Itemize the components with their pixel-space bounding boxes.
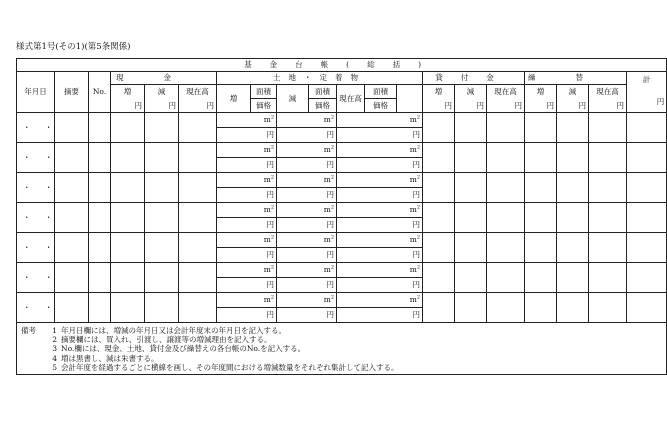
row-land-bal-price[interactable]: 円 (337, 248, 423, 263)
row-land-inc-area[interactable]: $m^2$ (217, 173, 277, 188)
row-cash-dec[interactable] (145, 263, 179, 293)
row-cash-inc[interactable] (111, 143, 145, 173)
row-number[interactable] (89, 233, 111, 263)
row-loan-dec[interactable] (455, 113, 487, 143)
row-loan-balance[interactable] (487, 143, 525, 173)
land-balance: 現在高 (337, 85, 365, 113)
table-row (17, 113, 667, 128)
row-cash-balance[interactable] (179, 203, 217, 233)
table-row (17, 293, 667, 308)
row-land-inc-price[interactable]: 円 (217, 128, 277, 143)
note-number: 4 (52, 353, 57, 363)
row-land-inc-price[interactable]: 円 (217, 308, 277, 323)
row-total[interactable] (627, 143, 667, 173)
row-total[interactable] (627, 173, 667, 203)
loan-bal-unit: 円 (487, 99, 525, 113)
row-land-inc-area[interactable]: $m^2$ (217, 113, 277, 128)
row-cash-dec[interactable] (145, 143, 179, 173)
header-land: 土地・定着物 (217, 72, 423, 85)
note-line (21, 326, 662, 335)
table-row (17, 173, 667, 188)
row-transfer-dec[interactable] (557, 263, 589, 293)
row-transfer-inc[interactable] (525, 173, 557, 203)
row-loan-dec[interactable] (455, 143, 487, 173)
row-land-inc-price[interactable]: 円 (217, 158, 277, 173)
row-loan-inc[interactable] (423, 173, 455, 203)
row-cash-dec[interactable] (145, 113, 179, 143)
transfer-inc: 増 (525, 85, 557, 99)
note-line (21, 363, 662, 372)
row-loan-inc[interactable] (423, 293, 455, 323)
row-transfer-balance[interactable] (589, 233, 627, 263)
row-loan-inc[interactable] (423, 233, 455, 263)
row-transfer-balance[interactable] (589, 113, 627, 143)
row-transfer-dec[interactable] (557, 113, 589, 143)
row-cash-inc[interactable] (111, 113, 145, 143)
row-land-dec-price[interactable]: 円 (277, 308, 337, 323)
row-land-bal-price[interactable]: 円 (337, 188, 423, 203)
row-transfer-balance[interactable] (589, 203, 627, 233)
row-loan-dec[interactable] (455, 173, 487, 203)
row-total[interactable] (627, 293, 667, 323)
cash-dec: 減 (145, 85, 179, 99)
row-land-inc-price[interactable]: 円 (217, 278, 277, 293)
transfer-inc-unit: 円 (525, 99, 557, 113)
loan-balance: 現在高 (487, 85, 525, 99)
row-land-inc-area[interactable]: $m^2$ (217, 233, 277, 248)
land-dec-area: 面積 (309, 85, 337, 99)
row-land-inc-price[interactable]: 円 (217, 218, 277, 233)
note-number: 2 (52, 335, 57, 345)
row-land-dec-area[interactable]: $m^2$ (277, 293, 337, 308)
loan-dec: 減 (455, 85, 487, 99)
row-land-inc-area[interactable]: $m^2$ (217, 203, 277, 218)
row-summary[interactable] (55, 293, 89, 323)
row-loan-inc[interactable] (423, 143, 455, 173)
header-transfer: 繰替 (525, 72, 627, 85)
row-cash-balance[interactable] (179, 143, 217, 173)
land-dec-price: 価格 (309, 99, 337, 113)
land-inc-price: 価格 (251, 99, 277, 113)
row-summary[interactable] (55, 173, 89, 203)
row-date[interactable]: ・ ・ (17, 173, 55, 203)
table-row (17, 263, 667, 278)
form-label: 様式第1号(その1)(第5条関係) (16, 42, 131, 52)
note-text: No.欄には、現金、土地、貸付金及び繰替えの各台帳のNo.を記入する。 (61, 344, 306, 354)
table-row (17, 203, 667, 218)
row-loan-balance[interactable] (487, 203, 525, 233)
row-cash-balance[interactable] (179, 263, 217, 293)
notes-box (17, 323, 667, 375)
fund-ledger-table (16, 58, 665, 392)
row-land-dec-price[interactable]: 円 (277, 158, 337, 173)
note-number: 3 (52, 344, 57, 354)
land-bal-area: 面積 (365, 85, 397, 99)
cash-balance: 現在高 (179, 85, 217, 99)
row-loan-dec[interactable] (455, 263, 487, 293)
table-row (17, 143, 667, 158)
note-line (21, 354, 662, 363)
row-total[interactable] (627, 113, 667, 143)
row-land-inc-price[interactable]: 円 (217, 188, 277, 203)
row-loan-balance[interactable] (487, 263, 525, 293)
row-land-bal-price[interactable]: 円 (337, 308, 423, 323)
row-loan-balance[interactable] (487, 293, 525, 323)
row-cash-dec[interactable] (145, 233, 179, 263)
row-date[interactable]: ・ ・ (17, 143, 55, 173)
note-number: 1 (52, 326, 57, 335)
row-cash-dec[interactable] (145, 173, 179, 203)
row-transfer-dec[interactable] (557, 143, 589, 173)
row-loan-inc[interactable] (423, 113, 455, 143)
transfer-balance: 現在高 (589, 85, 627, 99)
ledger-title: 基金台帳(総括) (17, 59, 667, 72)
row-transfer-inc[interactable] (525, 233, 557, 263)
row-loan-balance[interactable] (487, 233, 525, 263)
row-loan-inc[interactable] (423, 263, 455, 293)
row-transfer-balance[interactable] (589, 173, 627, 203)
row-cash-inc[interactable] (111, 173, 145, 203)
row-transfer-balance[interactable] (589, 263, 627, 293)
row-transfer-dec[interactable] (557, 233, 589, 263)
row-date[interactable]: ・ ・ (17, 233, 55, 263)
land-dec: 減 (277, 85, 309, 113)
row-land-dec-price[interactable]: 円 (277, 188, 337, 203)
row-land-bal-price[interactable]: 円 (337, 158, 423, 173)
row-transfer-dec[interactable] (557, 293, 589, 323)
row-transfer-inc[interactable] (525, 113, 557, 143)
header-date: 年月日 (17, 72, 55, 113)
row-number[interactable] (89, 263, 111, 293)
row-land-dec-price[interactable]: 円 (277, 218, 337, 233)
transfer-dec: 減 (557, 85, 589, 99)
row-date[interactable]: ・ ・ (17, 293, 55, 323)
loan-inc-unit: 円 (423, 99, 455, 113)
row-loan-dec[interactable] (455, 293, 487, 323)
row-land-dec-area[interactable]: $m^2$ (277, 203, 337, 218)
note-text: 増は黒書し、減は朱書する。 (61, 353, 159, 363)
loan-inc: 増 (423, 85, 455, 99)
row-transfer-balance[interactable] (589, 143, 627, 173)
row-total[interactable] (627, 233, 667, 263)
cash-inc: 増 (111, 85, 145, 99)
cash-inc-unit: 円 (111, 99, 145, 113)
row-loan-inc[interactable] (423, 203, 455, 233)
row-cash-balance[interactable] (179, 233, 217, 263)
note-text: 会計年度を経過するごとに横線を画し、その年度間における増減数量をそれぞれ集計して記入する。 (61, 362, 399, 372)
note-line (21, 344, 662, 353)
row-transfer-inc[interactable] (525, 143, 557, 173)
land-bal-price: 価格 (365, 99, 397, 113)
row-land-inc-area[interactable]: $m^2$ (217, 263, 277, 278)
row-land-dec-area[interactable]: $m^2$ (277, 173, 337, 188)
row-land-inc-area[interactable]: $m^2$ (217, 293, 277, 308)
notes-heading: 備考 (21, 326, 36, 335)
notes-heading (21, 335, 45, 344)
row-land-bal-area[interactable]: $m^2$ (337, 113, 423, 128)
header-loan: 貸付金 (423, 72, 525, 85)
notes-heading (21, 363, 45, 372)
notes-heading (21, 354, 45, 363)
row-total[interactable] (627, 203, 667, 233)
cash-bal-unit: 円 (179, 99, 217, 113)
row-transfer-dec[interactable] (557, 203, 589, 233)
header-number: No. (89, 72, 111, 113)
transfer-dec-unit: 円 (557, 99, 589, 113)
row-summary[interactable] (55, 143, 89, 173)
row-cash-inc[interactable] (111, 293, 145, 323)
row-number[interactable] (89, 113, 111, 143)
row-land-bal-area[interactable]: $m^2$ (337, 203, 423, 218)
row-land-inc-price[interactable]: 円 (217, 248, 277, 263)
note-text: 年月日欄には、増減の年月日又は会計年度末の年月日を記入する。 (61, 326, 286, 335)
row-transfer-inc[interactable] (525, 293, 557, 323)
row-loan-balance[interactable] (487, 173, 525, 203)
row-land-bal-price[interactable]: 円 (337, 278, 423, 293)
row-date[interactable]: ・ ・ (17, 263, 55, 293)
row-loan-balance[interactable] (487, 113, 525, 143)
row-cash-dec[interactable] (145, 203, 179, 233)
row-cash-dec[interactable] (145, 293, 179, 323)
header-summary: 摘要 (55, 72, 89, 113)
row-cash-inc[interactable] (111, 263, 145, 293)
row-land-dec-area[interactable]: $m^2$ (277, 143, 337, 158)
row-number[interactable] (89, 203, 111, 233)
row-number[interactable] (89, 143, 111, 173)
header-total-unit: 円 (656, 96, 665, 106)
land-inc-area: 面積 (251, 85, 277, 99)
row-land-dec-price[interactable]: 円 (277, 128, 337, 143)
row-transfer-inc[interactable] (525, 263, 557, 293)
row-cash-balance[interactable] (179, 173, 217, 203)
row-land-dec-price[interactable]: 円 (277, 278, 337, 293)
land-inc: 増 (217, 85, 251, 113)
row-number[interactable] (89, 173, 111, 203)
note-text: 摘要欄には、買入れ、引渡し、譲渡等の増減理由を記入する。 (61, 335, 272, 345)
row-land-bal-price[interactable]: 円 (337, 128, 423, 143)
row-land-bal-area[interactable]: $m^2$ (337, 143, 423, 158)
loan-dec-unit: 円 (455, 99, 487, 113)
row-summary[interactable] (55, 233, 89, 263)
row-loan-dec[interactable] (455, 233, 487, 263)
row-summary[interactable] (55, 203, 89, 233)
row-date[interactable]: ・ ・ (17, 203, 55, 233)
row-land-bal-area[interactable]: $m^2$ (337, 233, 423, 248)
row-loan-dec[interactable] (455, 203, 487, 233)
row-land-dec-area[interactable]: $m^2$ (277, 263, 337, 278)
row-cash-inc[interactable] (111, 203, 145, 233)
row-land-bal-area[interactable]: $m^2$ (337, 263, 423, 278)
row-land-dec-area[interactable]: $m^2$ (277, 233, 337, 248)
row-transfer-balance[interactable] (589, 293, 627, 323)
row-cash-balance[interactable] (179, 293, 217, 323)
header-cash: 現金 (111, 72, 217, 85)
row-cash-inc[interactable] (111, 233, 145, 263)
row-land-inc-area[interactable]: $m^2$ (217, 143, 277, 158)
header-total: 計 円 (627, 72, 667, 113)
row-summary[interactable] (55, 113, 89, 143)
row-land-bal-area[interactable]: $m^2$ (337, 173, 423, 188)
row-land-bal-price[interactable]: 円 (337, 218, 423, 233)
note-number: 5 (52, 362, 57, 372)
row-summary[interactable] (55, 263, 89, 293)
transfer-bal-unit: 円 (589, 99, 627, 113)
row-land-dec-area[interactable]: $m^2$ (277, 113, 337, 128)
row-transfer-dec[interactable] (557, 173, 589, 203)
notes-heading (21, 344, 45, 353)
row-date[interactable]: ・ ・ (17, 113, 55, 143)
table-row (17, 233, 667, 248)
land-spacer (397, 85, 423, 113)
row-land-bal-area[interactable]: $m^2$ (337, 293, 423, 308)
row-number[interactable] (89, 293, 111, 323)
row-cash-balance[interactable] (179, 113, 217, 143)
row-total[interactable] (627, 263, 667, 293)
row-land-dec-price[interactable]: 円 (277, 248, 337, 263)
cash-dec-unit: 円 (145, 99, 179, 113)
row-transfer-inc[interactable] (525, 203, 557, 233)
